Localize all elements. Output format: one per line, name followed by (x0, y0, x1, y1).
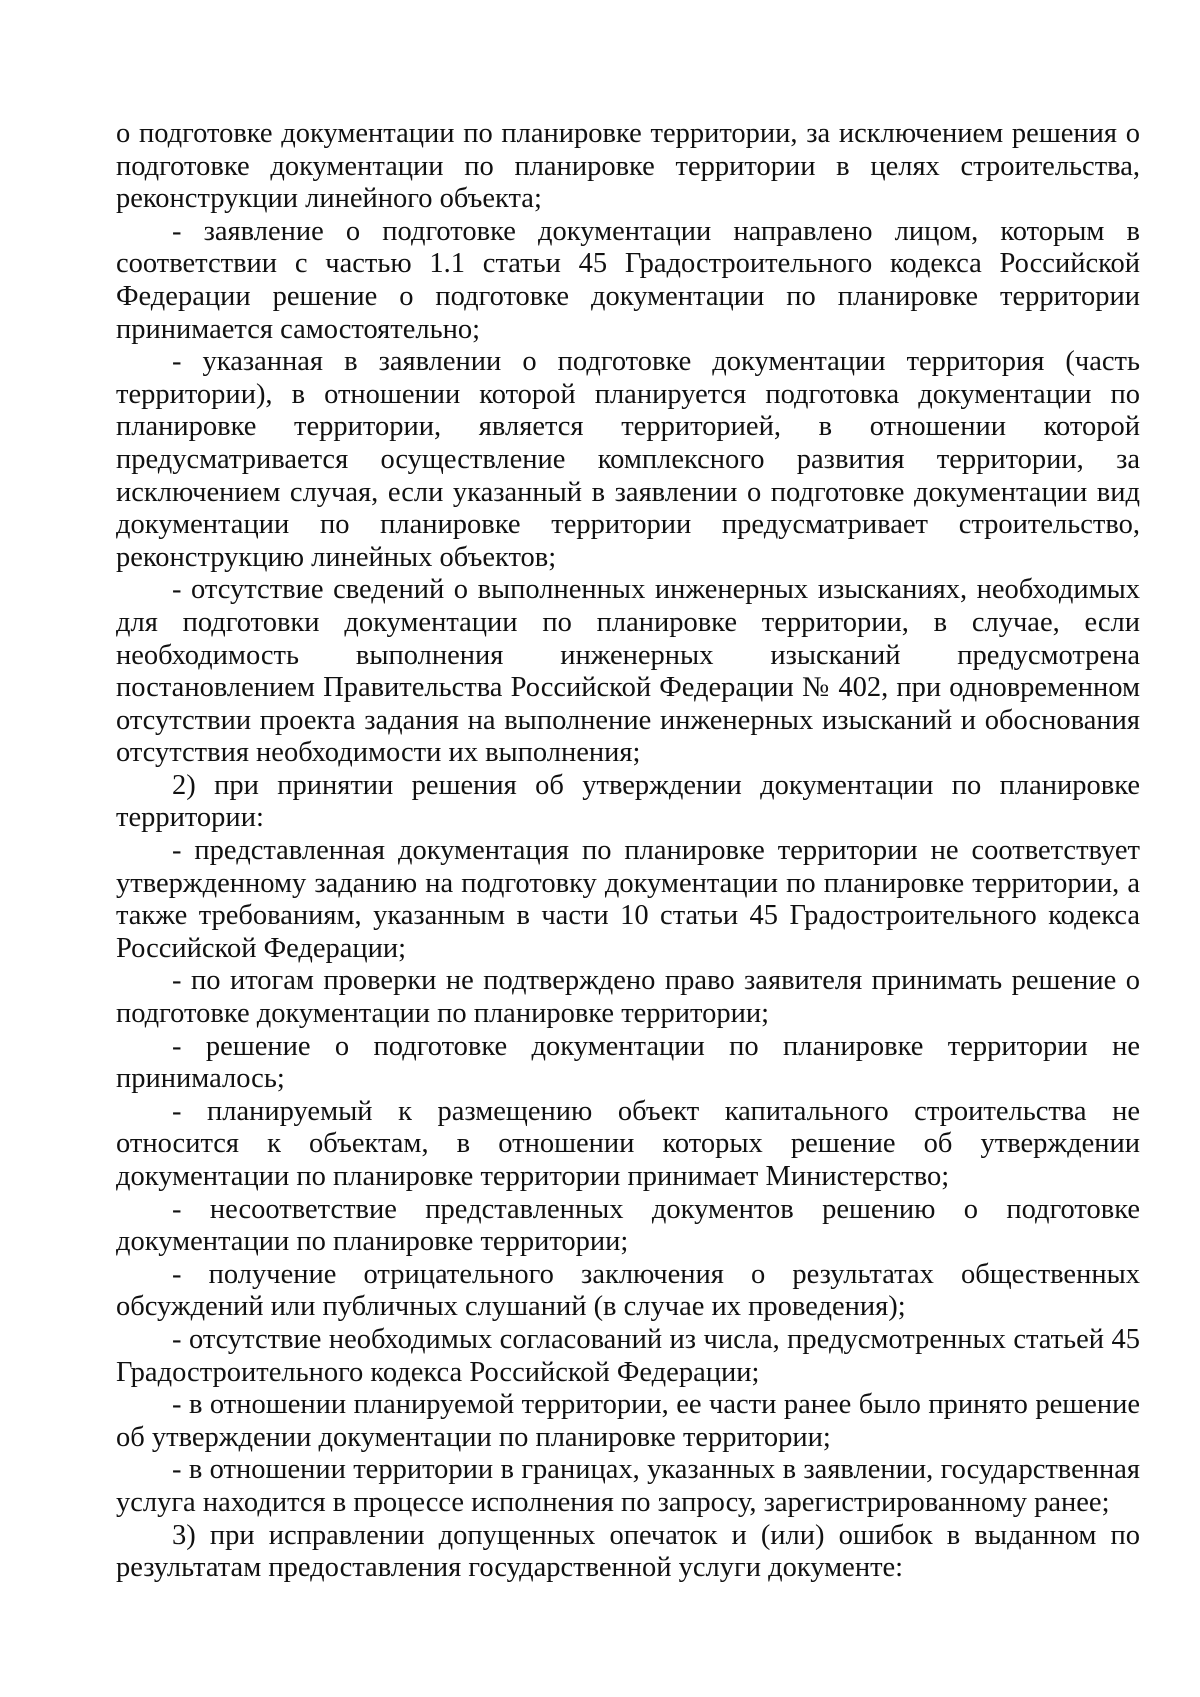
paragraph-9: - несоответствие представленных документов решению о подготовке документации по планировке территории; (116, 1193, 1140, 1258)
paragraph-6: - по итогам проверки не подтверждено право заявителя принимать решение о подготовке документации по планировке территории; (116, 965, 1140, 1030)
paragraph-0: о подготовке документации по планировке территории, за исключением решения о подготовке документации по планировке территории в целях строительства, реконструкции линейного объекта; (116, 118, 1140, 215)
paragraph-4: 2) при принятии решения об утверждении документации по планировке территории: (116, 769, 1140, 834)
paragraph-13: - в отношении территории в границах, указанных в заявлении, государственная услуга находится в процессе исполнения по запросу, зарегистрированному ранее; (116, 1454, 1140, 1518)
paragraph-12: - в отношении планируемой территории, ее части ранее было принято решение об утверждении документации по планировке территории; (116, 1389, 1140, 1453)
paragraph-1: - заявление о подготовке документации направлено лицом, которым в соответствии с частью 1.1 статьи 45 Градостроительного кодекса Российской Федерации решение о подготовке документации по планировке территории принимается самостоятельно; (116, 215, 1140, 345)
paragraph-7: - решение о подготовке документации по планировке территории не принималось; (116, 1030, 1140, 1095)
paragraph-10: - получение отрицательного заключения о результатах общественных обсуждений или публичных слушаний (в случае их проведения); (116, 1258, 1140, 1323)
paragraph-11: - отсутствие необходимых согласований из числа, предусмотренных статьей 45 Градостроительного кодекса Российской Федерации; (116, 1323, 1140, 1388)
paragraph-14: 3) при исправлении допущенных опечаток и (или) ошибок в выданном по результатам предоставления государственной услуги документе: (116, 1519, 1140, 1584)
paragraph-8: - планируемый к размещению объект капитального строительства не относится к объектам, в отношении которых решение об утверждении документации по планировке территории принимает Министерство; (116, 1095, 1140, 1192)
paragraph-3: - отсутствие сведений о выполненных инженерных изысканиях, необходимых для подготовки документации по планировке территории, в случае, если необходимость выполнения инженерных изысканий предусмотрена постановлением Правительства Российской Федерации № 402, при одновременном отсутствии проекта задания на выполнение инженерных изысканий и обоснования отсутствия необходимости их выполнения; (116, 574, 1140, 769)
paragraph-2: - указанная в заявлении о подготовке документации территория (часть территории), в отношении которой планируется подготовка документации по планировке территории, является территорией, в отношении которой предусматривается осуществление комплексного развития территории, за исключением случая, если указанный в заявлении о подготовке документации вид документации по планировке территории предусматривает строительство, реконструкцию линейных объектов; (116, 346, 1140, 573)
document-body (116, 118, 1140, 1585)
paragraph-5: - представленная документация по планировке территории не соответствует утвержденному заданию на подготовку документации по планировке территории, а также требованиям, указанным в части 10 статьи 45 Градостроительного кодекса Российской Федерации; (116, 835, 1140, 964)
